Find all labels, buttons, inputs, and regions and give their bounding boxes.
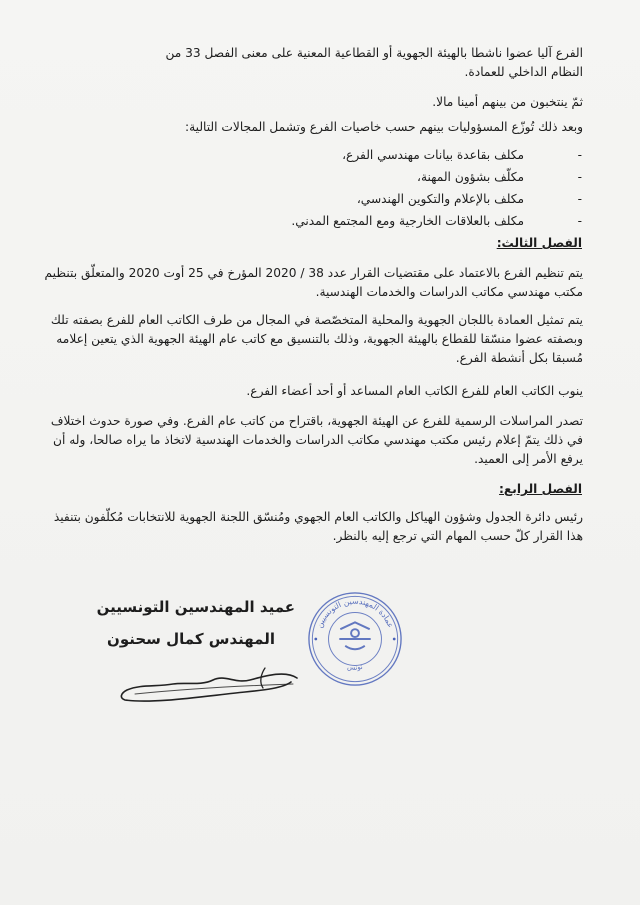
- chapter-4-heading: الفصل الرابع:: [499, 482, 582, 496]
- dean-title: عميد المهندسين التونسيين: [96, 598, 295, 616]
- chapter-3-heading: الفصل الثالث:: [496, 236, 582, 250]
- seal-emblem-icon: [339, 622, 370, 649]
- intro-line-1: الفرع آليا عضوا ناشطا بالهيئة الجهوية أو القطاعية المعنية على معنى الفصل 33 من: [165, 46, 583, 60]
- chapter-3-paragraph-3: ينوب الكاتب العام للفرع الكاتب العام المساعد أو أحد أعضاء الفرع.: [246, 384, 583, 398]
- list-item: - مكلف بالعلاقات الخارجية ومع المجتمع المدني.: [291, 214, 582, 228]
- list-item: - مكلف بقاعدة بيانات مهندسي الفرع،: [342, 148, 582, 162]
- chapter-4-paragraph-1: رئيس دائرة الجدول وشؤون الهياكل والكاتب العام الجهوي ومُنسّق اللجنة الجهوية للانتخابات مُكلّفون بتنفيذ هذا القرار كلّ حسب المهام التي ترجع إليه بالنظر.: [53, 510, 583, 543]
- list-item: - مكلّف بشؤون المهنة،: [417, 170, 582, 184]
- chapter-3-paragraph-2: يتم تمثيل العمادة باللجان الجهوية والمحلية المتخصّصة في المجال من طرف الكاتب العام للفرع بصفته تلك وبصفته عضوا منسّقا للقطاع بالهيئة الجهوية، وذلك بالتنسيق مع كاتب عام الهيئة الجهوية الذي يتعين إعلامه مُسبقا بكل أنشطة الفرع.: [50, 313, 583, 365]
- chapter-3-paragraph-1: يتم تنظيم الفرع بالاعتماد على مقتضيات القرار عدد 38 / 2020 المؤرخ في 25 أوت 2020 والمتعلّق بتنظيم مكتب مهندسي مكاتب الدراسات والخدمات الهندسية.: [44, 266, 583, 299]
- dean-name: المهندس كمال سحنون: [107, 630, 275, 648]
- distribution-sentence: وبعد ذلك تُوزّع المسؤوليات بينهم حسب خاصيات الفرع وتشمل المجالات التالية:: [185, 120, 583, 134]
- official-seal-icon: [306, 590, 404, 688]
- treasurer-sentence: ثمّ ينتخبون من بينهم أمينا مالا.: [432, 95, 583, 109]
- intro-line-2: النظام الداخلي للعمادة.: [464, 65, 583, 79]
- svg-text:تونس: [347, 663, 364, 672]
- handwritten-signature-icon: [115, 660, 300, 708]
- responsibility-list: [62, 144, 582, 232]
- seal-top-text: عمادة المهندسين التونسيين: [314, 596, 396, 630]
- list-item: - مكلف بالإعلام والتكوين الهندسي،: [356, 192, 582, 206]
- chapter-3-paragraph-4: تصدر المراسلات الرسمية للفرع عن الهيئة الجهوية، باقتراح من كاتب عام الفرع. وفي صورة حدوث اختلاف في ذلك يتمّ إعلام رئيس مكتب مهندسي مكاتب الدراسات والخدمات الهندسية لاتخاذ ما يراه صالحا، وله أن يرفع الأمر إلى العميد.: [50, 414, 583, 466]
- seal-bottom-text: تونس: [346, 662, 364, 672]
